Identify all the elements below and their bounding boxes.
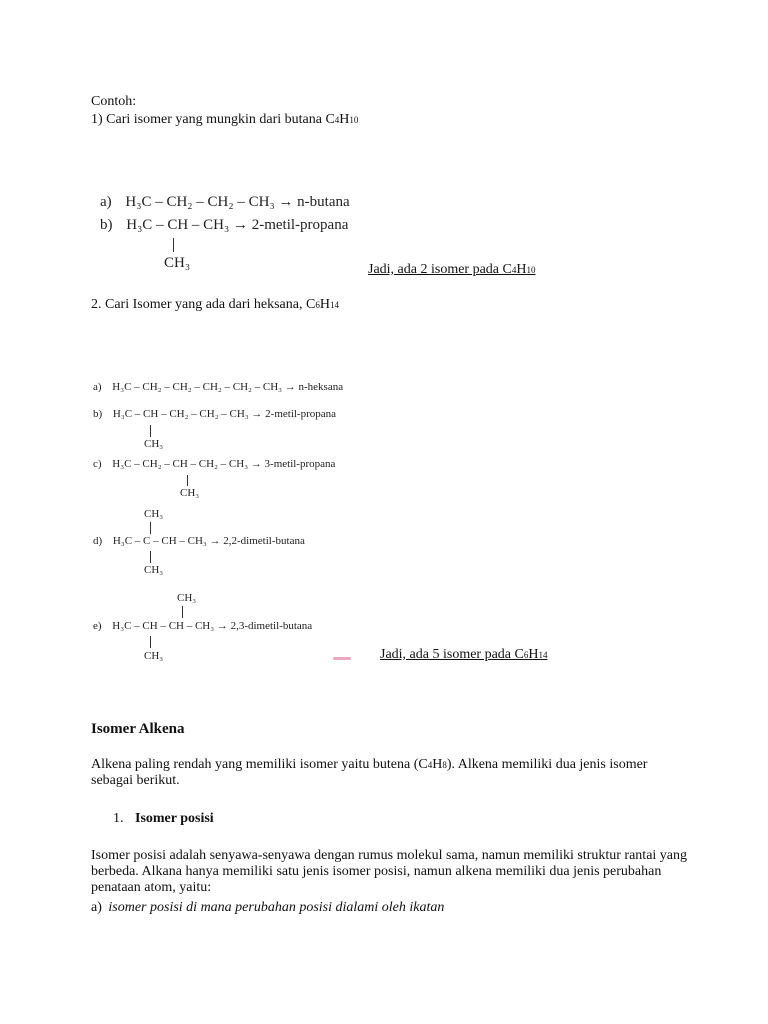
alkena-text-1: Alkena paling rendah yang memiliki isomer yaitu butena (C — [91, 757, 428, 772]
heksana-c-formula: H₃C – CH₂ – CH – CH₂ – CH₃ → 3-metil-propana — [112, 458, 336, 470]
heksana-e-bond-bottom — [150, 636, 151, 648]
butana-isomer-b — [100, 217, 348, 234]
heksana-b-branch: CH₃ — [144, 438, 164, 450]
question-2-sub-h: 14 — [329, 300, 339, 310]
heksana-isomer-d — [93, 535, 305, 547]
butana-a-label: a) — [100, 194, 112, 210]
heksana-b-label: b) — [93, 408, 103, 420]
butana-b-label: b) — [100, 217, 113, 233]
butana-conclusion-h: H — [516, 262, 527, 277]
question-2-text: 2. Cari Isomer yang ada dari heksana, C — [91, 297, 316, 312]
question-1-text: 1) Cari isomer yang mungkin dari butana C — [91, 112, 335, 127]
alkena-h: H — [432, 757, 443, 772]
example-label: Contoh: — [91, 94, 137, 109]
heksana-e-formula: H₃C – CH – CH – CH₃ → 2,3-dimetil-butana — [112, 620, 313, 632]
butana-isomer-a — [100, 194, 350, 211]
butana-b-formula: H₃C – CH – CH₃ → 2-metil-propana — [126, 217, 349, 233]
question-2-h: H — [319, 297, 330, 312]
butana-b-branch: CH₃ — [164, 255, 191, 271]
butana-conclusion-sub-c: 4 — [511, 265, 517, 275]
heksana-conclusion-text: Jadi, ada 5 isomer pada C — [380, 647, 524, 662]
question-2 — [91, 297, 339, 313]
heksana-a-formula: H₃C – CH₂ – CH₂ – CH₂ – CH₂ – CH₃ → n-heksana — [112, 381, 344, 393]
butana-a-formula: H₃C – CH₂ – CH₂ – CH₃ → n-butana — [125, 194, 350, 210]
butana-b-bond — [173, 238, 174, 252]
heksana-d-label: d) — [93, 535, 103, 547]
heksana-e-label: e) — [93, 620, 102, 632]
heksana-b-bond — [150, 425, 151, 437]
list-item-1 — [113, 811, 214, 827]
heksana-isomer-c — [93, 458, 335, 470]
heksana-b-formula: H₃C – CH – CH₂ – CH₂ – CH₃ → 2-metil-propana — [112, 408, 337, 420]
heksana-e-branch-top: CH₃ — [177, 592, 197, 604]
heksana-isomer-b — [93, 408, 336, 420]
butana-conclusion — [368, 262, 535, 278]
butana-conclusion-text: Jadi, ada 2 isomer pada C — [368, 262, 512, 277]
section-title: Isomer Alkena — [91, 721, 185, 737]
posisi-a-text: isomer posisi di mana perubahan posisi dialami oleh ikatan — [108, 900, 445, 915]
pink-mark — [333, 657, 351, 660]
question-1-sub-c: 4 — [334, 115, 340, 125]
alkena-text-2: ). Alkena memiliki dua jenis isomer sebagai berikut. — [91, 757, 648, 788]
question-1-h: H — [339, 112, 350, 127]
heksana-conclusion-sub-h: 14 — [538, 650, 548, 660]
heksana-conclusion — [380, 647, 547, 663]
heksana-a-label: a) — [93, 381, 102, 393]
alkena-sub-h: 8 — [442, 760, 447, 770]
heksana-conclusion-sub-c: 6 — [523, 650, 529, 660]
question-1 — [91, 112, 358, 128]
heksana-d-branch-top: CH₃ — [144, 508, 164, 520]
heksana-d-bond-top — [150, 522, 151, 534]
heksana-d-bond-bottom — [150, 551, 151, 563]
heksana-e-branch-bottom: CH₃ — [144, 650, 164, 662]
list-item-1-number: 1. — [113, 811, 124, 826]
heksana-conclusion-h: H — [528, 647, 539, 662]
heksana-isomer-e — [93, 620, 312, 632]
heksana-d-branch-bottom: CH₃ — [144, 564, 164, 576]
heksana-isomer-a — [93, 381, 343, 393]
posisi-a-label: a) — [91, 900, 102, 915]
posisi-item-a — [91, 900, 444, 916]
heksana-e-bond-top — [182, 606, 183, 618]
heksana-c-label: c) — [93, 458, 102, 470]
heksana-c-branch: CH₃ — [180, 487, 200, 499]
question-1-sub-h: 10 — [349, 115, 359, 125]
alkena-sub-c: 4 — [427, 760, 433, 770]
heksana-d-formula: H₃C – C – CH – CH₃ → 2,2-dimetil-butana — [112, 535, 305, 547]
butana-conclusion-sub-h: 10 — [526, 265, 536, 275]
alkena-paragraph — [91, 757, 691, 789]
list-item-1-label: Isomer posisi — [135, 811, 214, 826]
heksana-c-bond — [187, 475, 188, 486]
posisi-paragraph: Isomer posisi adalah senyawa-senyawa dengan rumus molekul sama, namun memiliki struktur rantai yang berbeda. Alkana hanya memiliki satu jenis isomer posisi, namun alkena memiliki dua jenis perubahan penataan atom, yaitu: — [91, 848, 688, 895]
question-2-sub-c: 6 — [315, 300, 320, 310]
